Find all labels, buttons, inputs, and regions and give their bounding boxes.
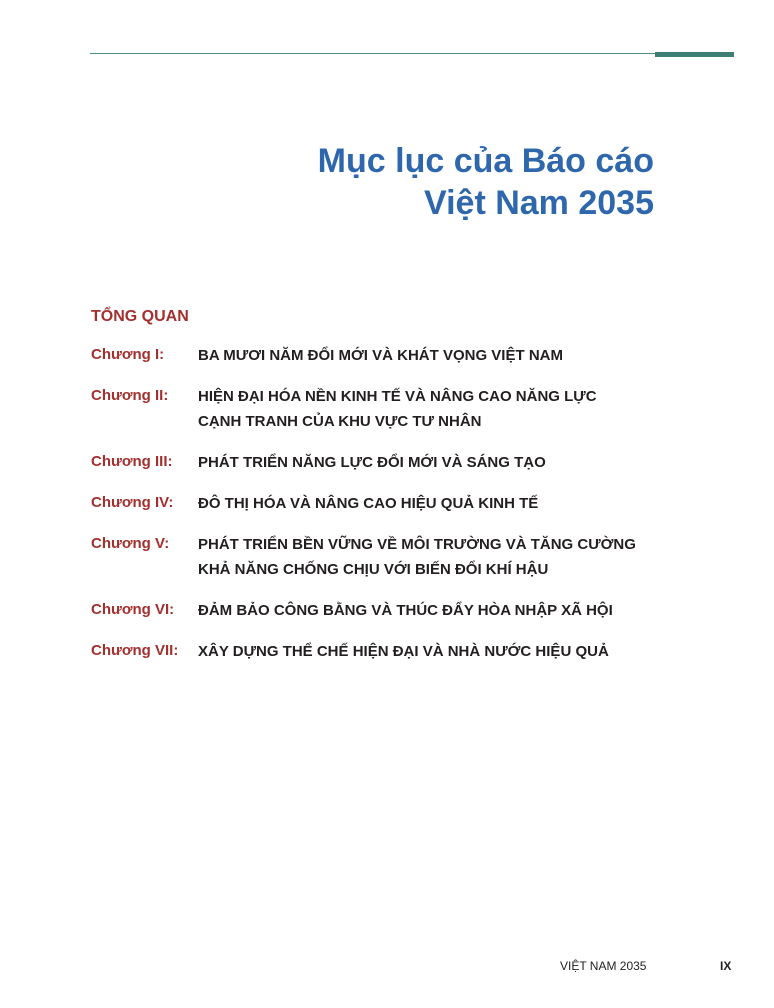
chapter-title-line: HIỆN ĐẠI HÓA NỀN KINH TẾ VÀ NÂNG CAO NĂNG LỰC	[198, 388, 597, 405]
chapter-title	[198, 639, 691, 664]
table-of-contents	[91, 307, 691, 682]
toc-entry[interactable]	[91, 345, 691, 368]
header-rule-accent	[655, 52, 734, 57]
chapter-title-line: PHÁT TRIỂN NĂNG LỰC ĐỔI MỚI VÀ SÁNG TẠO	[198, 454, 546, 471]
chapter-label: Chương VI:	[91, 601, 175, 618]
toc-entry[interactable]	[91, 600, 691, 623]
page-number: IX	[720, 959, 732, 973]
chapter-title	[198, 598, 691, 623]
page-title	[154, 140, 654, 224]
chapter-title-line: BA MƯƠI NĂM ĐỔI MỚI VÀ KHÁT VỌNG VIỆT NAM	[198, 347, 563, 364]
chapter-label: Chương VII:	[91, 642, 179, 659]
chapter-title-line: CẠNH TRANH CỦA KHU VỰC TƯ NHÂN	[198, 413, 482, 430]
toc-entry[interactable]	[91, 493, 691, 516]
section-heading: TỔNG QUAN	[91, 308, 189, 325]
chapter-title	[198, 384, 691, 434]
chapter-title	[198, 450, 691, 475]
chapter-label: Chương II:	[91, 387, 169, 404]
page-title-line-2: Việt Nam 2035	[424, 184, 654, 222]
toc-entry[interactable]	[91, 386, 691, 434]
toc-entry[interactable]	[91, 641, 691, 664]
toc-entry[interactable]	[91, 452, 691, 475]
chapter-title	[198, 532, 691, 582]
chapter-title-line: KHẢ NĂNG CHỐNG CHỊU VỚI BIẾN ĐỔI KHÍ HẬU	[198, 561, 549, 578]
chapter-title	[198, 343, 691, 368]
chapter-label: Chương III:	[91, 453, 173, 470]
toc-entry[interactable]	[91, 534, 691, 582]
page-title-line-1: Mục lục của Báo cáo	[317, 142, 654, 180]
chapter-title-line: ĐÔ THỊ HÓA VÀ NÂNG CAO HIỆU QUẢ KINH TẾ	[198, 495, 539, 512]
chapter-label: Chương IV:	[91, 494, 174, 511]
footer-running-title: VIỆT NAM 2035	[560, 959, 647, 973]
header-rule	[90, 53, 734, 54]
chapter-label: Chương V:	[91, 535, 170, 552]
chapter-title-line: ĐẢM BẢO CÔNG BẰNG VÀ THÚC ĐẨY HÒA NHẬP XÃ HỘI	[198, 602, 613, 619]
chapter-title-line: PHÁT TRIỂN BỀN VỮNG VỀ MÔI TRƯỜNG VÀ TĂNG CƯỜNG	[198, 536, 636, 553]
chapter-title-line: XÂY DỰNG THỂ CHẾ HIỆN ĐẠI VÀ NHÀ NƯỚC HIỆU QUẢ	[198, 643, 609, 660]
chapter-label: Chương I:	[91, 346, 165, 363]
chapter-title	[198, 491, 691, 516]
